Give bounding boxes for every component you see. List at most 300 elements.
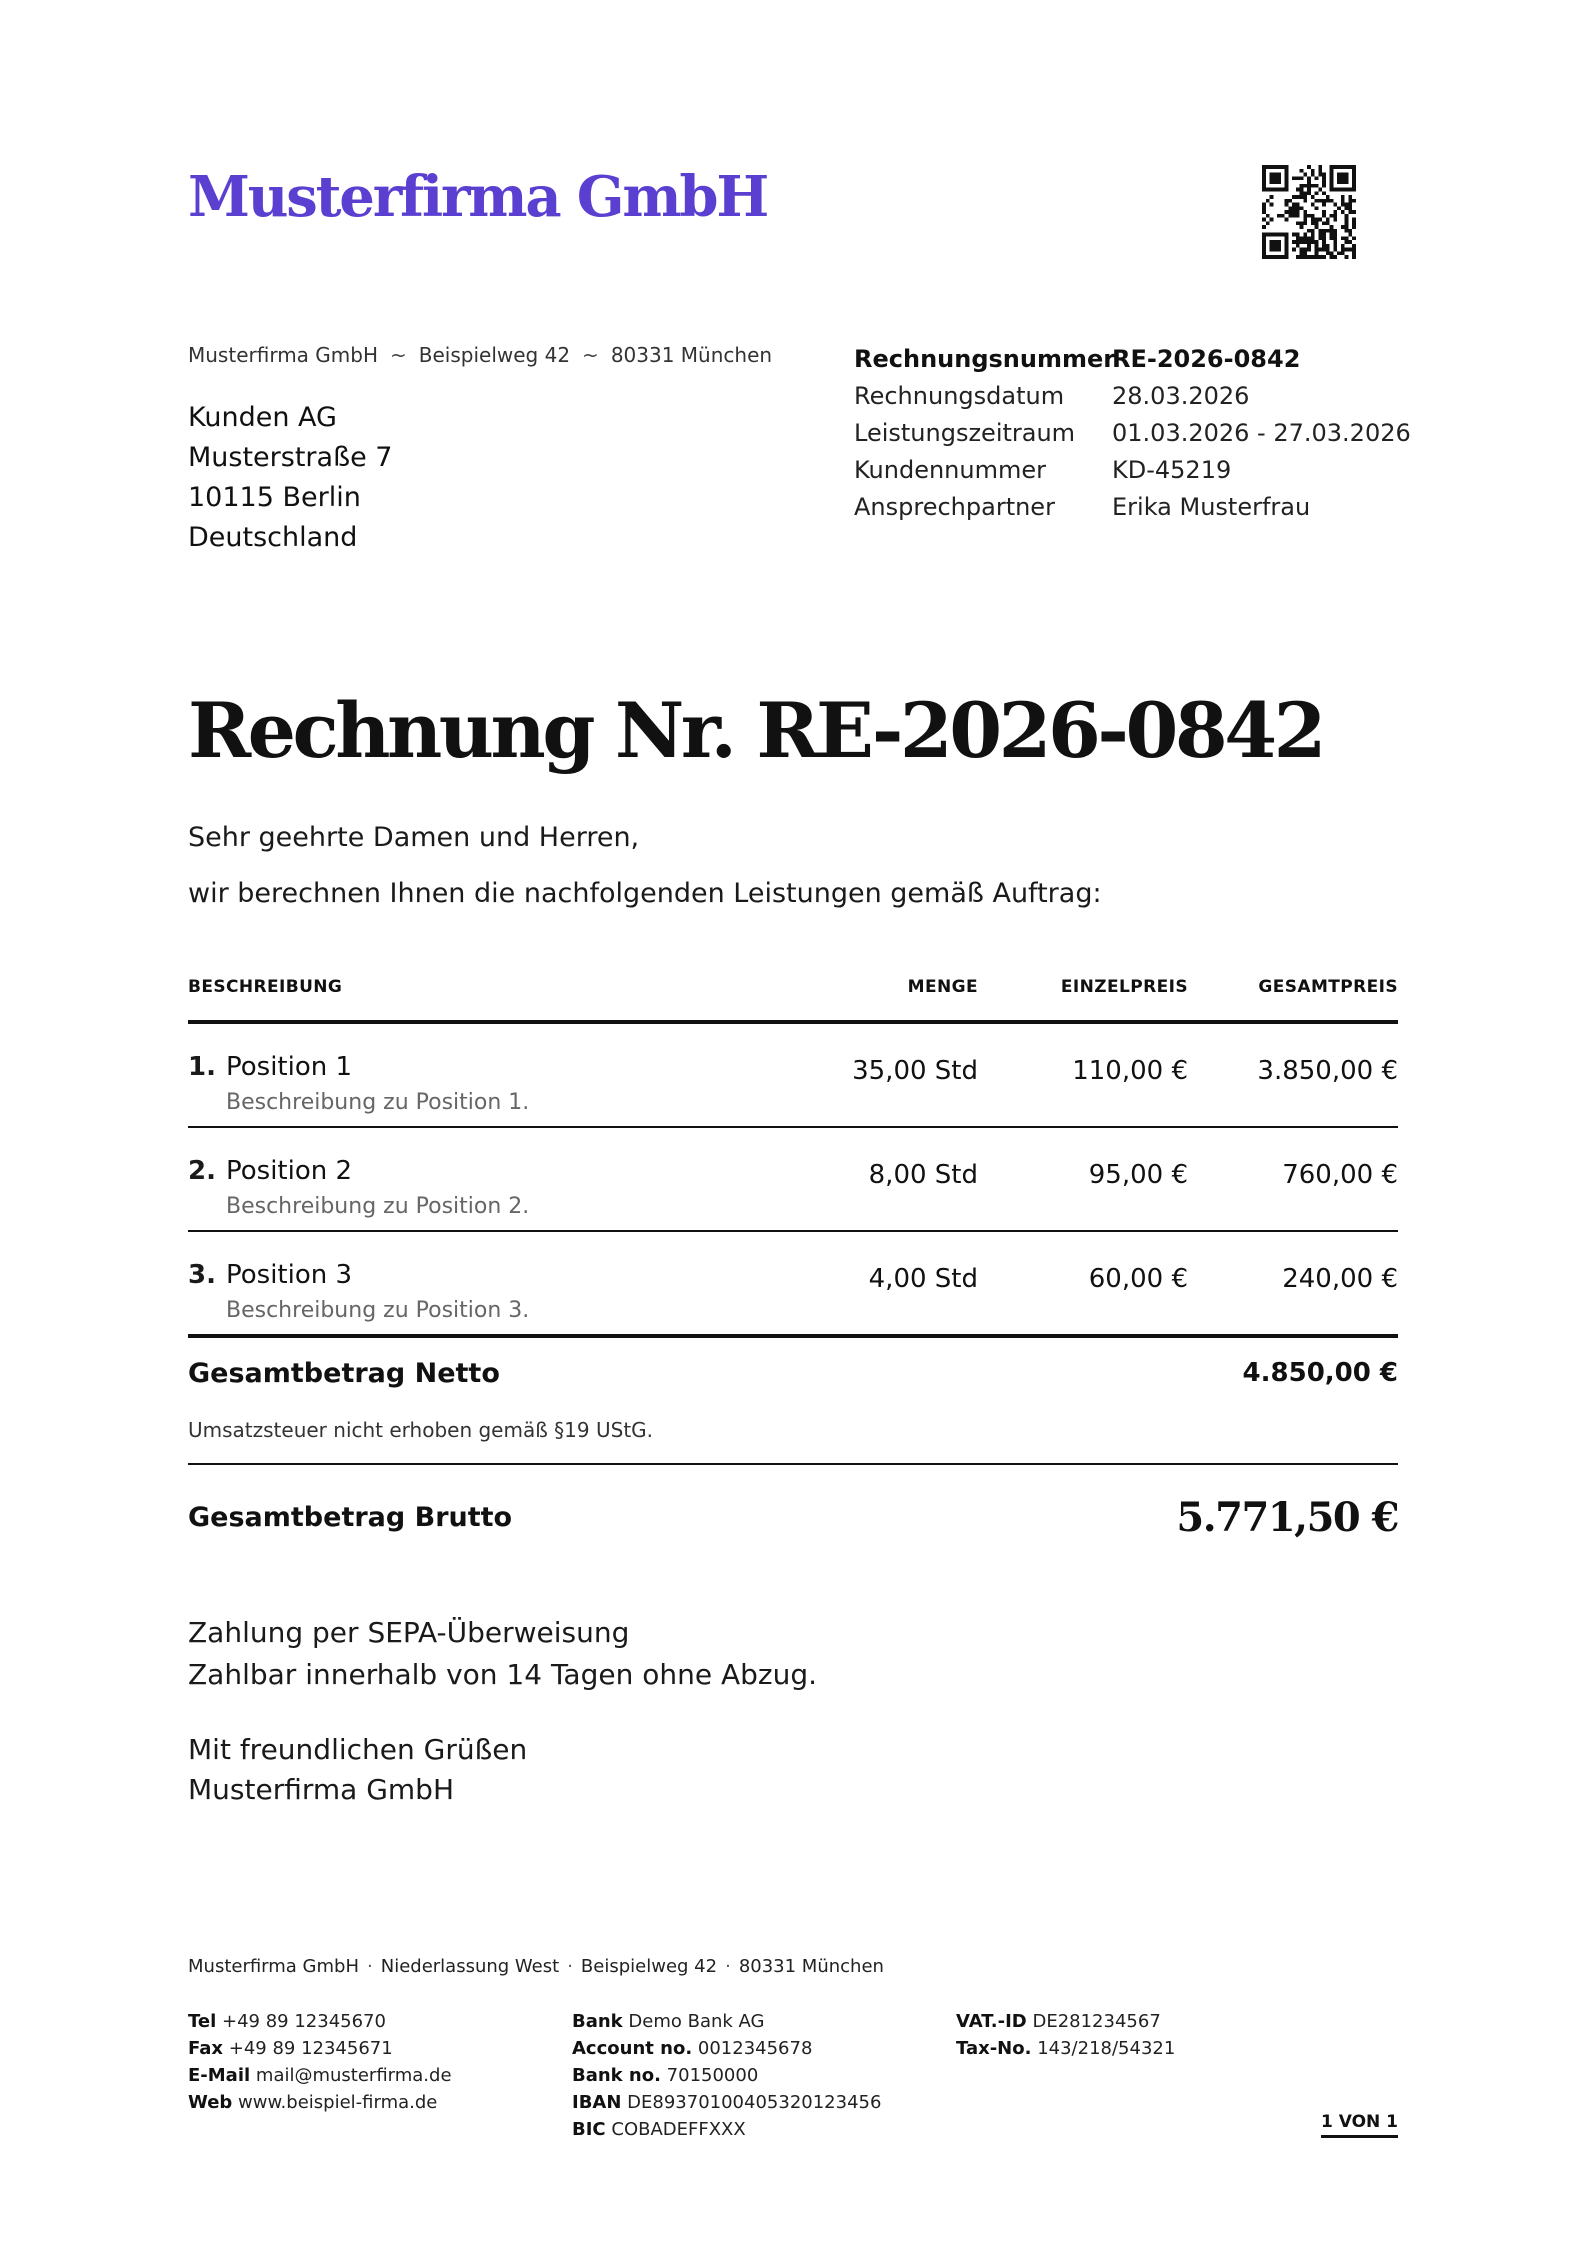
qr-module (1341, 195, 1345, 199)
qr-module (1303, 184, 1307, 188)
qr-module (1311, 255, 1315, 259)
qr-module (1322, 255, 1326, 259)
qr-module (1307, 240, 1311, 244)
qr-module (1277, 244, 1281, 248)
closing-salutation: Mit freundlichen Grüßen (188, 1733, 528, 1766)
meta-row (854, 415, 1411, 452)
qr-module (1348, 199, 1352, 203)
qr-module (1330, 229, 1334, 233)
qr-module (1348, 248, 1352, 252)
qr-module (1285, 240, 1289, 244)
qr-module (1303, 221, 1307, 225)
qr-module (1307, 176, 1311, 180)
qr-module (1262, 244, 1266, 248)
footer-address-line (188, 1956, 884, 1977)
qr-module (1288, 199, 1292, 203)
bank-value: 70150000 (666, 2065, 759, 2086)
qr-module (1333, 255, 1337, 259)
qr-module (1352, 225, 1356, 229)
item-description: Beschreibung zu Position 2. (226, 1194, 530, 1219)
qr-module (1341, 236, 1345, 240)
qr-module (1326, 251, 1330, 255)
meta-row (854, 378, 1411, 415)
qr-module (1322, 233, 1326, 237)
qr-module (1341, 225, 1345, 229)
qr-module (1330, 251, 1334, 255)
tax-label: Tax-No. (956, 2038, 1032, 2059)
qr-module (1348, 229, 1352, 233)
qr-module (1318, 169, 1322, 173)
qr-module (1307, 180, 1311, 184)
qr-module (1266, 255, 1270, 259)
qr-module (1262, 210, 1266, 214)
qr-module (1285, 184, 1289, 188)
item-unit-price: 95,00 € (1088, 1160, 1188, 1190)
qr-module (1330, 169, 1334, 173)
qr-module (1333, 244, 1337, 248)
qr-module (1345, 225, 1349, 229)
qr-module (1311, 233, 1315, 237)
qr-module (1352, 180, 1356, 184)
qr-module (1285, 236, 1289, 240)
qr-module (1273, 240, 1277, 244)
qr-module (1300, 206, 1304, 210)
bank-value: DE89370100405320123456 (627, 2092, 882, 2113)
qr-module (1341, 203, 1345, 207)
qr-module (1281, 233, 1285, 237)
qr-module (1277, 165, 1281, 169)
qr-module (1352, 210, 1356, 214)
bank-label: BIC (572, 2119, 606, 2140)
qr-module (1273, 176, 1277, 180)
qr-module (1300, 176, 1304, 180)
item-total: 240,00 € (1282, 1264, 1398, 1294)
qr-module (1303, 195, 1307, 199)
qr-module (1352, 176, 1356, 180)
bank-label: IBAN (572, 2092, 622, 2113)
qr-module (1318, 173, 1322, 177)
qr-module (1345, 248, 1349, 252)
qr-module (1345, 203, 1349, 207)
qr-module (1337, 206, 1341, 210)
divider (188, 1463, 1398, 1465)
closing-company: Musterfirma GmbH (188, 1773, 454, 1806)
qr-module (1352, 248, 1356, 252)
qr-module (1352, 199, 1356, 203)
qr-module (1337, 176, 1341, 180)
qr-module (1333, 210, 1337, 214)
qr-module (1322, 184, 1326, 188)
qr-module (1307, 191, 1311, 195)
email-value: mail@musterfirma.de (255, 2065, 452, 2086)
qr-module (1311, 221, 1315, 225)
qr-module (1348, 240, 1352, 244)
qr-module (1315, 176, 1319, 180)
row-number: 2. (188, 1156, 216, 1186)
qr-module (1273, 173, 1277, 177)
qr-module (1266, 233, 1270, 237)
qr-module (1300, 169, 1304, 173)
footer-bank (572, 2008, 881, 2143)
qr-module (1326, 229, 1330, 233)
qr-module (1273, 180, 1277, 184)
qr-module (1348, 188, 1352, 192)
qr-module (1352, 251, 1356, 255)
qr-module (1333, 248, 1337, 252)
qr-module (1273, 165, 1277, 169)
qr-module (1288, 206, 1292, 210)
qr-module (1318, 233, 1322, 237)
qr-module (1296, 240, 1300, 244)
qr-module (1281, 188, 1285, 192)
net-total-label: Gesamtbetrag Netto (188, 1358, 500, 1389)
qr-module (1322, 191, 1326, 195)
qr-module (1333, 203, 1337, 207)
qr-module (1307, 244, 1311, 248)
qr-module (1333, 214, 1337, 218)
qr-module (1307, 214, 1311, 218)
qr-module (1303, 214, 1307, 218)
qr-module (1285, 169, 1289, 173)
qr-module (1315, 251, 1319, 255)
footer-branch: Niederlassung West (380, 1956, 560, 1977)
qr-module (1288, 210, 1292, 214)
qr-module (1273, 255, 1277, 259)
qr-module (1270, 233, 1274, 237)
qr-module (1300, 236, 1304, 240)
meta-label: Ansprechpartner (854, 493, 1055, 521)
qr-module (1281, 255, 1285, 259)
qr-module (1270, 165, 1274, 169)
qr-module (1292, 206, 1296, 210)
qr-module (1345, 176, 1349, 180)
header-description: BESCHREIBUNG (188, 977, 343, 997)
bank-value: COBADEFFXXX (611, 2119, 746, 2140)
qr-module (1296, 188, 1300, 192)
qr-module (1300, 248, 1304, 252)
qr-module (1270, 240, 1274, 244)
qr-module (1315, 206, 1319, 210)
table-row (188, 1232, 1398, 1334)
recipient-street: Musterstraße 7 (188, 442, 393, 473)
qr-module (1262, 233, 1266, 237)
qr-module (1341, 188, 1345, 192)
qr-module (1311, 236, 1315, 240)
item-unit-price: 60,00 € (1088, 1264, 1188, 1294)
qr-module (1333, 165, 1337, 169)
qr-module (1300, 188, 1304, 192)
qr-module (1341, 244, 1345, 248)
qr-module (1352, 255, 1356, 259)
qr-module (1270, 180, 1274, 184)
qr-module (1307, 188, 1311, 192)
qr-module (1296, 206, 1300, 210)
qr-module (1352, 188, 1356, 192)
qr-module (1270, 176, 1274, 180)
footer-tax (956, 2008, 1175, 2062)
qr-module (1266, 221, 1270, 225)
qr-module (1318, 255, 1322, 259)
qr-module (1333, 188, 1337, 192)
qr-module (1262, 218, 1266, 222)
qr-module (1266, 199, 1270, 203)
qr-module (1345, 221, 1349, 225)
qr-module (1311, 195, 1315, 199)
qr-module (1352, 173, 1356, 177)
qr-module (1262, 240, 1266, 244)
bank-label: Account no. (572, 2038, 693, 2059)
qr-module (1341, 173, 1345, 177)
qr-module (1333, 236, 1337, 240)
meta-label: Kundennummer (854, 456, 1046, 484)
qr-module (1341, 210, 1345, 214)
qr-module (1345, 173, 1349, 177)
qr-module (1281, 165, 1285, 169)
qr-module (1285, 210, 1289, 214)
qr-module (1330, 236, 1334, 240)
qr-module (1277, 188, 1281, 192)
qr-module (1307, 165, 1311, 169)
qr-module (1262, 236, 1266, 240)
qr-module (1270, 218, 1274, 222)
qr-module (1315, 221, 1319, 225)
qr-module (1285, 248, 1289, 252)
qr-module (1300, 195, 1304, 199)
intro-text: wir berechnen Ihnen die nachfolgenden Leistungen gemäß Auftrag: (188, 878, 1102, 909)
qr-module (1300, 255, 1304, 259)
qr-module (1277, 248, 1281, 252)
qr-module (1326, 248, 1330, 252)
qr-module (1345, 188, 1349, 192)
qr-module (1322, 221, 1326, 225)
qr-module (1292, 214, 1296, 218)
qr-module (1285, 251, 1289, 255)
contact-label: Web (188, 2092, 233, 2113)
qr-module (1262, 180, 1266, 184)
footer-street: Beispielweg 42 (580, 1956, 718, 1977)
bank-value: 0012345678 (697, 2038, 813, 2059)
qr-module (1345, 255, 1349, 259)
qr-module (1270, 195, 1274, 199)
qr-module (1311, 240, 1315, 244)
item-total: 760,00 € (1282, 1160, 1398, 1190)
qr-module (1285, 233, 1289, 237)
qr-module (1303, 255, 1307, 259)
contact-label: Fax (188, 2038, 223, 2059)
qr-module (1322, 210, 1326, 214)
separator: · (567, 1956, 573, 1977)
item-quantity: 4,00 Std (868, 1264, 978, 1294)
qr-module (1322, 244, 1326, 248)
web-value: www.beispiel-firma.de (238, 2092, 438, 2113)
qr-module (1262, 173, 1266, 177)
qr-module (1296, 244, 1300, 248)
qr-module (1348, 233, 1352, 237)
qr-module (1330, 184, 1334, 188)
qr-module (1337, 188, 1341, 192)
net-total-value: 4.850,00 € (1242, 1358, 1398, 1388)
qr-module (1333, 240, 1337, 244)
qr-module (1285, 165, 1289, 169)
qr-module (1307, 229, 1311, 233)
qr-module (1315, 199, 1319, 203)
qr-module (1277, 240, 1281, 244)
meta-value: 28.03.2026 (1112, 382, 1250, 410)
header-unit-price: EINZELPREIS (1060, 977, 1188, 997)
qr-module (1330, 165, 1334, 169)
qr-module (1262, 251, 1266, 255)
qr-module (1341, 176, 1345, 180)
qr-module (1315, 218, 1319, 222)
recipient-city: 10115 Berlin (188, 482, 361, 513)
table-header (188, 970, 1398, 1020)
qr-module (1300, 240, 1304, 244)
qr-module (1348, 195, 1352, 199)
qr-module (1333, 233, 1337, 237)
qr-module (1311, 229, 1315, 233)
qr-module (1318, 236, 1322, 240)
qr-module (1345, 165, 1349, 169)
qr-module (1341, 199, 1345, 203)
meta-row (854, 489, 1411, 526)
qr-module (1345, 218, 1349, 222)
qr-module (1322, 176, 1326, 180)
qr-module (1352, 169, 1356, 173)
qr-module (1318, 165, 1322, 169)
qr-module (1266, 214, 1270, 218)
qr-module (1318, 229, 1322, 233)
meta-label: Rechnungsnummer (854, 345, 1116, 373)
qr-module (1337, 180, 1341, 184)
qr-module (1318, 218, 1322, 222)
qr-module (1348, 203, 1352, 207)
bank-label: Bank no. (572, 2065, 661, 2086)
gross-total-label: Gesamtbetrag Brutto (188, 1502, 513, 1533)
qr-module (1345, 214, 1349, 218)
sender-city: 80331 München (610, 343, 773, 367)
qr-module (1318, 188, 1322, 192)
qr-module (1296, 233, 1300, 237)
qr-module (1262, 203, 1266, 207)
qr-module (1311, 184, 1315, 188)
qr-module (1322, 240, 1326, 244)
qr-module (1333, 218, 1337, 222)
qr-module (1303, 248, 1307, 252)
footer-contact (188, 2008, 452, 2116)
qr-module (1296, 255, 1300, 259)
table-row (188, 1024, 1398, 1126)
invoice-title: Rechnung Nr. RE-2026-0842 (188, 686, 1323, 775)
qr-module (1296, 221, 1300, 225)
qr-module (1262, 248, 1266, 252)
separator: · (367, 1956, 373, 1977)
fax-value: +49 89 12345671 (228, 2038, 393, 2059)
qr-module (1296, 203, 1300, 207)
qr-module (1296, 236, 1300, 240)
qr-module (1322, 236, 1326, 240)
qr-module (1273, 188, 1277, 192)
qr-module (1262, 169, 1266, 173)
qr-module (1270, 248, 1274, 252)
footer-company: Musterfirma GmbH (188, 1956, 359, 1977)
qr-module (1292, 176, 1296, 180)
qr-module (1277, 233, 1281, 237)
qr-module (1348, 165, 1352, 169)
qr-module (1262, 255, 1266, 259)
recipient-country: Deutschland (188, 522, 358, 553)
separator: ~ (390, 343, 407, 367)
qr-module (1303, 210, 1307, 214)
header-quantity: MENGE (907, 977, 978, 997)
qr-module (1337, 165, 1341, 169)
payment-terms: Zahlbar innerhalb von 14 Tagen ohne Abzug. (188, 1658, 818, 1691)
sender-company: Musterfirma GmbH (188, 343, 378, 367)
qr-module (1277, 255, 1281, 259)
qr-module (1315, 225, 1319, 229)
qr-module (1341, 180, 1345, 184)
qr-module (1311, 203, 1315, 207)
item-name: Position 1 (226, 1052, 353, 1082)
header-total: GESAMTPREIS (1258, 977, 1398, 997)
meta-value: RE-2026-0842 (1112, 345, 1301, 373)
recipient-address (188, 398, 392, 558)
qr-module (1330, 225, 1334, 229)
meta-value: 01.03.2026 - 27.03.2026 (1112, 419, 1411, 447)
meta-label: Rechnungsdatum (854, 382, 1065, 410)
bank-value: Demo Bank AG (628, 2011, 765, 2032)
contact-label: E-Mail (188, 2065, 251, 2086)
separator: ~ (582, 343, 599, 367)
meta-value: Erika Musterfrau (1112, 493, 1311, 521)
qr-module (1348, 206, 1352, 210)
qr-module (1292, 240, 1296, 244)
qr-module (1322, 203, 1326, 207)
qr-module (1296, 214, 1300, 218)
qr-module (1326, 199, 1330, 203)
qr-module (1296, 195, 1300, 199)
qr-module (1270, 203, 1274, 207)
recipient-company: Kunden AG (188, 402, 337, 433)
qr-module (1262, 165, 1266, 169)
qr-module (1326, 218, 1330, 222)
divider (188, 1334, 1398, 1338)
qr-module (1285, 255, 1289, 259)
qr-module (1330, 188, 1334, 192)
qr-module (1311, 214, 1315, 218)
qr-module (1330, 214, 1334, 218)
sender-address-line (188, 343, 772, 367)
qr-module (1292, 248, 1296, 252)
tax-value: 143/218/54321 (1037, 2038, 1176, 2059)
qr-module (1337, 173, 1341, 177)
qr-module (1315, 248, 1319, 252)
qr-module (1322, 180, 1326, 184)
qr-module (1315, 255, 1319, 259)
vat-note: Umsatzsteuer nicht erhoben gemäß §19 UStG. (188, 1418, 654, 1442)
qr-module (1326, 221, 1330, 225)
qr-module (1352, 236, 1356, 240)
qr-module (1315, 184, 1319, 188)
qr-module (1318, 248, 1322, 252)
item-unit-price: 110,00 € (1072, 1056, 1188, 1086)
item-total: 3.850,00 € (1257, 1056, 1398, 1086)
qr-module (1273, 248, 1277, 252)
qr-module (1322, 229, 1326, 233)
qr-module (1311, 218, 1315, 222)
qr-module (1341, 165, 1345, 169)
qr-module (1330, 180, 1334, 184)
qr-module (1300, 191, 1304, 195)
